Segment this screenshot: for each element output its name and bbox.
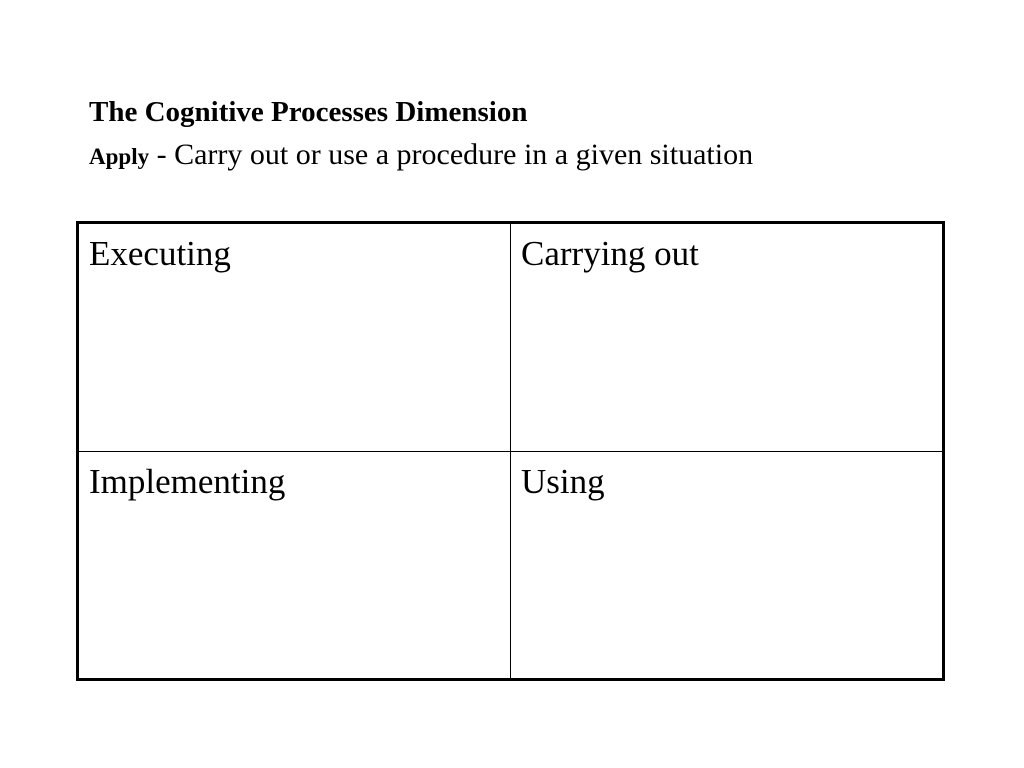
table-row bbox=[78, 451, 944, 680]
subtitle-description: Carry out or use a procedure in a given situation bbox=[174, 138, 754, 171]
subtitle-term: Apply bbox=[89, 144, 150, 169]
process-table bbox=[76, 221, 945, 681]
slide-subtitle bbox=[89, 136, 753, 179]
table-cell: Carrying out bbox=[511, 223, 944, 452]
table-row bbox=[78, 223, 944, 452]
subtitle-separator: - bbox=[149, 138, 175, 171]
table-cell: Using bbox=[511, 451, 944, 680]
slide-title: The Cognitive Processes Dimension bbox=[89, 96, 528, 128]
table-cell: Executing bbox=[78, 223, 511, 452]
table-cell: Implementing bbox=[78, 451, 511, 680]
